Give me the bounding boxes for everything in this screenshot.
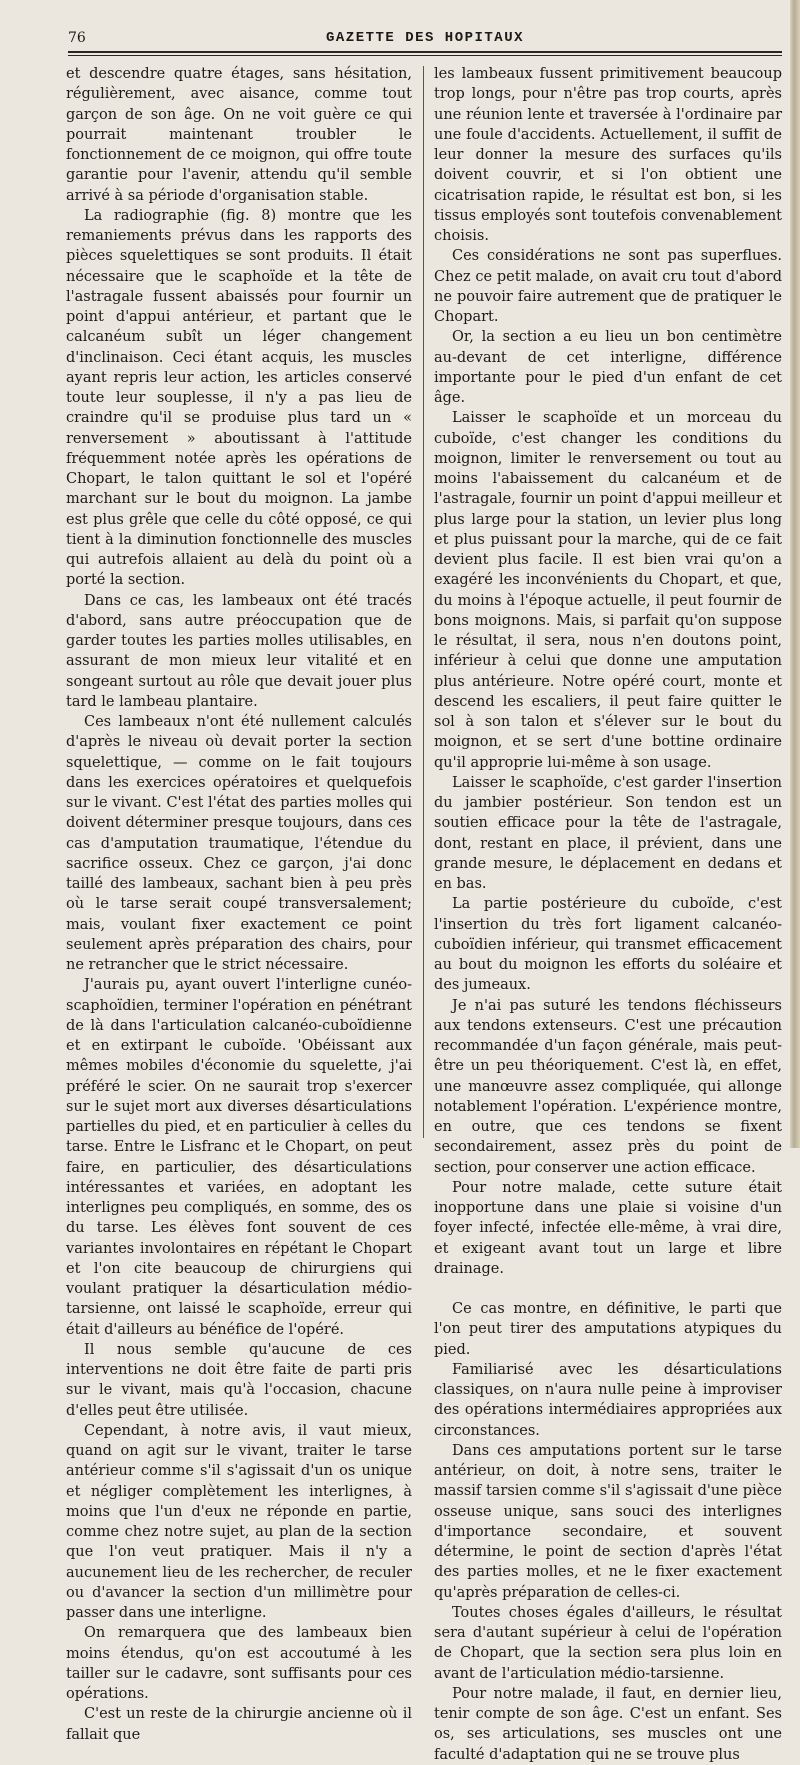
paragraph: Ces considérations ne sont pas superflues. Chez ce petit malade, on avait cru tout d'abord ne pouvoir faire autrement que de pratiquer le Chopart.: [434, 248, 782, 325]
paragraph: J'aurais pu, ayant ouvert l'interligne cunéo-scaphoïdien, terminer l'opération en pénétrant de là dans l'articulation calcanéo-cuboïdienne et en extirpant le cuboïde. 'Obéissant aux mêmes mobiles d'économie du squelette, j'ai préféré le scier. On ne saurait trop s'exercer sur le sujet mort aux diverses désarticulations partielles du pied, et en particulier à celles du tarse. Entre le Lisfranc et le Chopart, on peut faire, en particulier, des désarticulations intéressantes et variées, en adoptant les interlignes peu compliqués, en somme, des os du tarse. Les élèves font souvent de ces variantes involontaires en répétant le Chopart et l'on cite beaucoup de chirurgiens qui voulant pratiquer la désarticulation médio-tarsienne, ont laissé le scaphoïde, erreur qui était d'ailleurs au bénéfice de l'opéré.: [66, 977, 412, 1338]
column-divider: [423, 66, 424, 1138]
page-number: 76: [68, 30, 86, 46]
paragraph: Je n'ai pas suturé les tendons fléchisseurs aux tendons extenseurs. C'est une précaution recommandée d'un façon générale, mais peut-être un peu théoriquement. C'est là, en effet, une manœuvre assez compliquée, qui allonge notablement l'opération. L'expérience montre, en outre, que ces tendons se fixent secondairement, assez près du point de section, pour conserver une action efficace.: [434, 997, 782, 1176]
left-column: [66, 64, 412, 1745]
paragraph: Cependant, à notre avis, il vaut mieux, quand on agit sur le vivant, traiter le tarse antérieur comme s'il s'agissait d'un os unique et négliger complètement les interlignes, à moins que l'un d'eux ne réponde en partie, comme chez notre sujet, au plan de la section que l'on veut pratiquer. Mais il n'y a aucunement lieu de les rechercher, de reculer ou d'avancer la section d'un millimètre pour passer dans une interligne.: [66, 1422, 412, 1621]
page-binding-edge: [790, 0, 800, 1148]
header-rule-thin: [68, 55, 782, 56]
paragraph: Laisser le scaphoïde et un morceau du cuboïde, c'est changer les conditions du moignon, limiter le renversement ou tout au moins l'abaissement du calcanéum et de l'astragale, fournir un point d'appui meilleur et plus large pour la station, un levier plus long et plus puissant pour la marche, qui de ce fait devient plus facile. Il est bien vrai qu'on a exagéré les inconvénients du Chopart, et que, du moins à l'époque actuelle, il peut fournir de bons moignons. Mais, si parfait qu'on suppose le résultat, il sera, nous n'en doutons point, inférieur à celui que donne une amputation plus antérieure. Notre opéré court, monte et descend les escaliers, il peut faire quitter le sol à son talon et s'élever sur le bout du moignon, et se sert d'une bottine ordinaire qu'il approprie lui-même à son usage.: [434, 410, 782, 771]
paragraph: et descendre quatre étages, sans hésitation, régulièrement, avec aisance, comme tout garçon de son âge. On ne voit guère ce qui pourrait maintenant troubler le fonctionnement de ce moignon, qui offre toute garantie pour l'avenir, attendu qu'il semble arrivé à sa période d'organisation stable.: [66, 66, 412, 204]
paragraph: On remarquera que des lambeaux bien moins étendus, qu'on est accoutumé à les tailler sur le cadavre, sont suffisants pour ces opérations.: [66, 1625, 412, 1702]
paragraph: Toutes choses égales d'ailleurs, le résultat sera d'autant supérieur à celui de l'opération de Chopart, que la section sera plus loin en avant de l'articulation médio-tarsienne.: [434, 1604, 782, 1682]
right-column: [434, 64, 782, 1765]
paragraph: Pour notre malade, il faut, en dernier lieu, tenir compte de son âge. C'est un enfant. Ses os, ses articulations, ses muscles ont une faculté d'adaptation qui ne se trouve plus: [434, 1685, 782, 1763]
running-title: GAZETTE DES HOPITAUX: [325, 30, 525, 46]
paragraph: Dans ces amputations portent sur le tarse antérieur, on doit, à notre sens, traiter le massif tarsien comme s'il s'agissait d'une pièce osseuse unique, sans souci des interlignes d'importance secondaire, et souvent détermine, le point de section d'après l'état des parties molles, et ne le fixer exactement qu'après préparation de celles-ci.: [434, 1442, 782, 1601]
page-header: [68, 26, 782, 52]
paragraph: La partie postérieure du cuboïde, c'est l'insertion du très fort ligament calcanéo-cuboïdien inférieur, qui transmet efficacement au bout du moignon les efforts du soléaire et des jumeaux.: [434, 896, 782, 994]
paragraph: Laisser le scaphoïde, c'est garder l'insertion du jambier postérieur. Son tendon est un soutien efficace pour la tête de l'astragale, dont, restant en place, il prévient, dans une grande mesure, le déplacement en dedans et en bas.: [434, 774, 782, 892]
paragraph: les lambeaux fussent primitivement beaucoup trop longs, pour n'être pas trop courts, après une réunion lente et traversée à l'ordinaire par une foule d'accidents. Actuellement, il suffit de leur donner la mesure des surfaces qu'ils doivent couvrir, et si l'on obtient une cicatrisation rapide, le résultat est bon, si les tissus employés sont toutefois convenablement choisis.: [434, 66, 782, 244]
paragraph: Ce cas montre, en définitive, le parti que l'on peut tirer des amputations atypiques du pied.: [434, 1301, 782, 1358]
paragraph: Or, la section a eu lieu un bon centimètre au-devant de cet interligne, différence importante pour le pied d'un enfant de cet âge.: [434, 329, 782, 406]
paragraph: Pour notre malade, cette suture était inopportune dans une plaie si voisine d'un foyer infecté, infectée elle-même, à vrai dire, et exigeant avant tout un large et libre drainage.: [434, 1179, 782, 1277]
paragraph: Il nous semble qu'aucune de ces interventions ne doit être faite de parti pris sur le vivant, mais qu'à l'occasion, chacune d'elles peut être utilisée.: [66, 1341, 412, 1419]
paragraph: Ces lambeaux n'ont été nullement calculés d'après le niveau où devait porter la section squelettique, — comme on le fait toujours dans les exercices opératoires et quelquefois sur le vivant. C'est l'état des parties molles qui doivent déterminer presque toujours, dans ces cas d'amputation traumatique, l'étendue du sacrifice osseux. Chez ce garçon, j'ai donc taillé des lambeaux, sachant bien à peu près où le tarse serait coupé transversalement; mais, voulant fixer exactement ce point seulement après préparation des chairs, pour ne retrancher que le strict nécessaire.: [66, 714, 412, 973]
paragraph: Familiarisé avec les désarticulations classiques, on n'aura nulle peine à improviser des opérations intermédiaires appropriées aux circonstances.: [434, 1361, 782, 1439]
paragraph: Dans ce cas, les lambeaux ont été tracés d'abord, sans autre préoccupation que de garder toutes les parties molles utilisables, en assurant de mon mieux leur vitalité et en songeant surtout au rôle que devait jouer plus tard le lambeau plantaire.: [66, 592, 412, 710]
header-rule: [68, 51, 782, 53]
paragraph: La radiographie (fig. 8) montre que les remaniements prévus dans les rapports des pièces squelettiques se sont produits. Il était nécessaire que le scaphoïde et la tête de l'astragale fussent abaissés pour fournir un point d'appui antérieur, et partant que le calcanéum subît un léger changement d'inclinaison. Ceci étant acquis, les muscles ayant repris leur action, les articles conservé toute leur souplesse, il n'y a pas lieu de craindre qu'il se produise plus tard un « renversement » aboutissant à l'attitude fréquemment notée après les opérations de Chopart, le talon quittant le sol et l'opéré marchant sur le bout du moignon. La jambe est plus grêle que celle du côté opposé, ce qui tient à la diminution fonctionnelle des muscles qui autrefois allaient au delà du point où a porté la section.: [66, 207, 412, 589]
paragraph: C'est un reste de la chirurgie ancienne où il fallait que: [66, 1706, 412, 1743]
